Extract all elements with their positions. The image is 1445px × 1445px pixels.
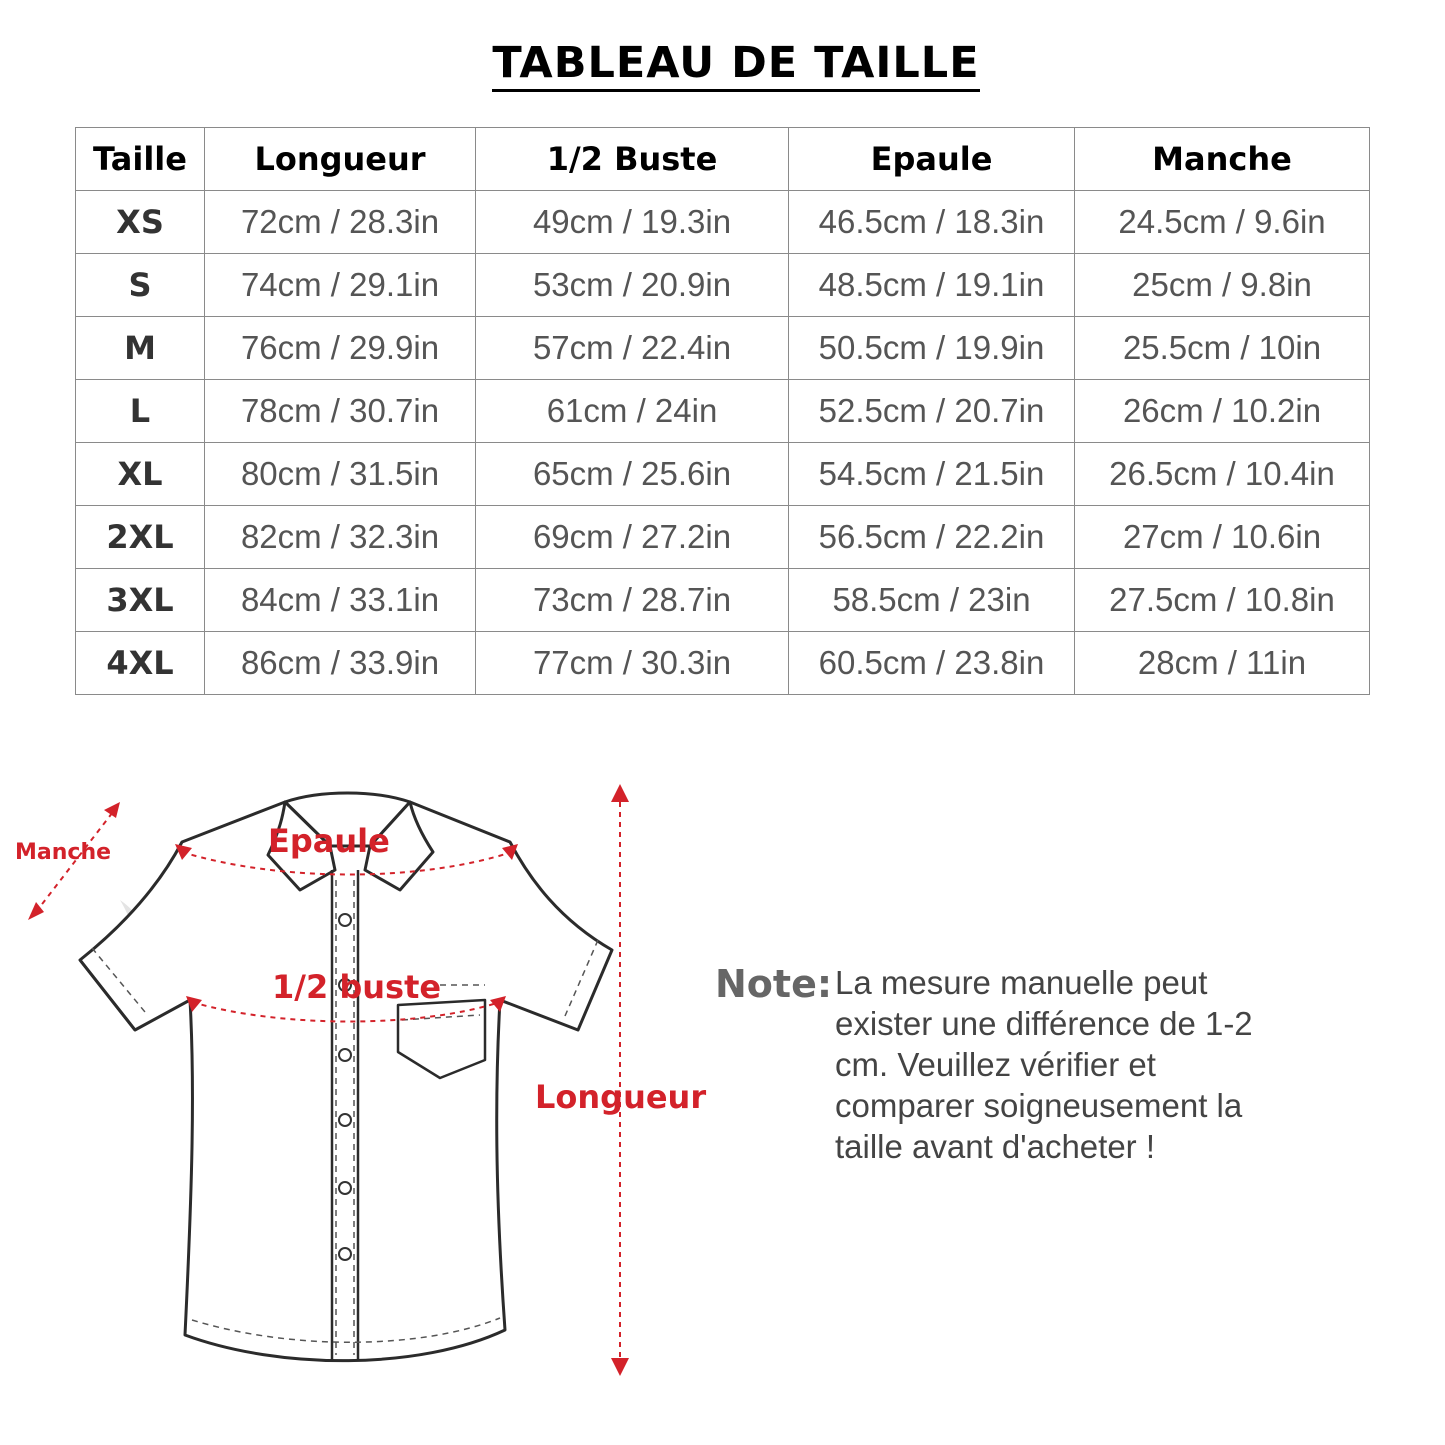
table-row bbox=[76, 569, 1370, 632]
table-row bbox=[76, 317, 1370, 380]
note-key: Note: bbox=[715, 962, 833, 1006]
header-epaule: Epaule bbox=[789, 128, 1075, 191]
table-row bbox=[76, 506, 1370, 569]
buste-cell: 53cm / 20.9in bbox=[476, 254, 789, 317]
epaule-cell: 56.5cm / 22.2in bbox=[789, 506, 1075, 569]
size-cell: M bbox=[76, 317, 205, 380]
epaule-cell: 60.5cm / 23.8in bbox=[789, 632, 1075, 695]
buste-cell: 65cm / 25.6in bbox=[476, 443, 789, 506]
measurement-diagram bbox=[0, 760, 720, 1400]
manche-cell: 26.5cm / 10.4in bbox=[1075, 443, 1370, 506]
size-cell: S bbox=[76, 254, 205, 317]
shirt-outline bbox=[80, 793, 612, 1361]
longueur-cell: 84cm / 33.1in bbox=[205, 569, 476, 632]
page-title-text: TABLEAU DE TAILLE bbox=[492, 38, 979, 92]
longueur-cell: 76cm / 29.9in bbox=[205, 317, 476, 380]
table-row bbox=[76, 443, 1370, 506]
note-line: cm. Veuillez vérifier et bbox=[835, 1046, 1156, 1083]
longueur-cell: 72cm / 28.3in bbox=[205, 191, 476, 254]
table-header-row bbox=[76, 128, 1370, 191]
epaule-cell: 52.5cm / 20.7in bbox=[789, 380, 1075, 443]
epaule-label: Epaule bbox=[268, 822, 390, 860]
size-cell: XS bbox=[76, 191, 205, 254]
page-title bbox=[0, 38, 1445, 88]
size-cell: L bbox=[76, 380, 205, 443]
manche-label: Manche bbox=[15, 840, 112, 865]
note-line: La mesure manuelle peut bbox=[835, 964, 1208, 1001]
table-row bbox=[76, 191, 1370, 254]
longueur-cell: 86cm / 33.9in bbox=[205, 632, 476, 695]
manche-cell: 28cm / 11in bbox=[1075, 632, 1370, 695]
epaule-cell: 46.5cm / 18.3in bbox=[789, 191, 1075, 254]
size-cell: XL bbox=[76, 443, 205, 506]
buste-label: 1/2 buste bbox=[272, 968, 442, 1006]
manche-cell: 24.5cm / 9.6in bbox=[1075, 191, 1370, 254]
size-cell: 2XL bbox=[76, 506, 205, 569]
longueur-cell: 74cm / 29.1in bbox=[205, 254, 476, 317]
table-row bbox=[76, 380, 1370, 443]
note-line: taille avant d'acheter ! bbox=[835, 1128, 1155, 1165]
buste-cell: 73cm / 28.7in bbox=[476, 569, 789, 632]
epaule-cell: 48.5cm / 19.1in bbox=[789, 254, 1075, 317]
size-table bbox=[75, 127, 1370, 695]
buste-cell: 49cm / 19.3in bbox=[476, 191, 789, 254]
epaule-cell: 50.5cm / 19.9in bbox=[789, 317, 1075, 380]
epaule-cell: 58.5cm / 23in bbox=[789, 569, 1075, 632]
size-cell: 4XL bbox=[76, 632, 205, 695]
manche-cell: 26cm / 10.2in bbox=[1075, 380, 1370, 443]
longueur-cell: 80cm / 31.5in bbox=[205, 443, 476, 506]
manche-cell: 25.5cm / 10in bbox=[1075, 317, 1370, 380]
manche-cell: 27.5cm / 10.8in bbox=[1075, 569, 1370, 632]
buste-cell: 57cm / 22.4in bbox=[476, 317, 789, 380]
note-line: comparer soigneusement la bbox=[835, 1087, 1243, 1124]
buste-cell: 61cm / 24in bbox=[476, 380, 789, 443]
header-longueur: Longueur bbox=[205, 128, 476, 191]
note-line: exister une différence de 1-2 bbox=[835, 1005, 1253, 1042]
manche-cell: 25cm / 9.8in bbox=[1075, 254, 1370, 317]
table-row bbox=[76, 254, 1370, 317]
buste-cell: 69cm / 27.2in bbox=[476, 506, 789, 569]
header-buste: 1/2 Buste bbox=[476, 128, 789, 191]
longueur-cell: 82cm / 32.3in bbox=[205, 506, 476, 569]
longueur-label: Longueur bbox=[535, 1078, 707, 1116]
header-taille: Taille bbox=[76, 128, 205, 191]
buste-cell: 77cm / 30.3in bbox=[476, 632, 789, 695]
table-row bbox=[76, 632, 1370, 695]
epaule-cell: 54.5cm / 21.5in bbox=[789, 443, 1075, 506]
manche-cell: 27cm / 10.6in bbox=[1075, 506, 1370, 569]
header-manche: Manche bbox=[1075, 128, 1370, 191]
longueur-cell: 78cm / 30.7in bbox=[205, 380, 476, 443]
note-text bbox=[835, 962, 1315, 1167]
size-cell: 3XL bbox=[76, 569, 205, 632]
